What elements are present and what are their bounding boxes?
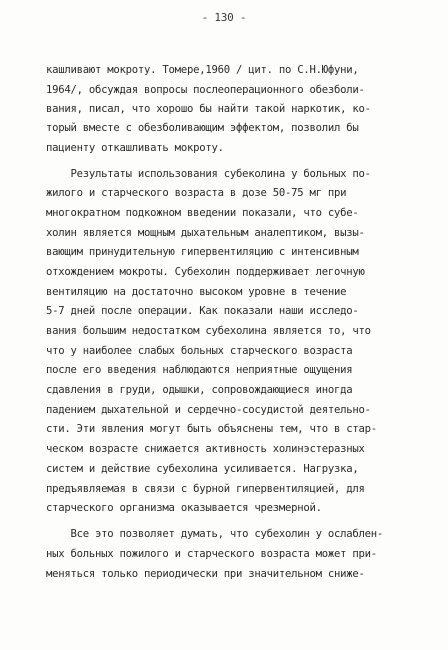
text-line: падением дыхательной и сердечно-сосудистой деятельно- <box>46 404 371 416</box>
text-line: отхождением мокроты. Субехолин поддерживает легочную <box>46 266 365 278</box>
text-line: Результаты использования субеколина у больных по- <box>46 168 371 180</box>
text-line: ческом возрасте снижается активность холинэстеразных <box>46 443 365 455</box>
text-line: после его введения наблюдаются неприятные ощущения <box>46 364 353 376</box>
text-line: сти. Эти явления могут быть объяснены тем, что в стар- <box>46 423 377 435</box>
text-line: систем и действие субехолина усиливается. Нагрузка, <box>46 463 359 475</box>
text-line: многократном подкожном введении показали, что субе- <box>46 207 359 219</box>
text-line: вающим принудительную гипервентиляцию с интенсивным <box>46 246 359 258</box>
text-line: вентиляцию на достаточно высоком уровне в течение <box>46 286 347 298</box>
text-line: вания большим недостатком субехолина является то, что <box>46 325 371 337</box>
text-line: жилого и старческого возраста в дозе 50-75 мг при <box>46 187 347 199</box>
text-line: кашливают мокроту. Томере,1960 / цит. по С.Н.Юфуни, <box>46 64 359 76</box>
text-line: 5-7 дней после операции. Как показали наши исследо- <box>46 305 359 317</box>
text-line: ных больных пожилого и старческого возраста может при- <box>46 548 377 560</box>
text-line: Все это позволяет думать, что субехолин у ослаблен- <box>46 528 384 540</box>
text-line: что у наиболее слабых больных старческого возраста <box>46 345 353 357</box>
text-line: 1964/, обсуждая вопросы послеоперационного обезболи- <box>46 84 365 96</box>
text-line: торый вместе с обезболивающим эффектом, позволил бы <box>46 122 359 134</box>
text-line: вания, писал, что хорошо бы найти такой наркотик, ко- <box>46 103 371 115</box>
text-line: старческого организма оказывается чрезмерной. <box>46 502 322 514</box>
text-line: холин является мощным дыхательным аналептиком, вызы- <box>46 227 365 239</box>
text-line: предъявляемая в связи с бурной гипервентиляцией, для <box>46 483 365 495</box>
text-line: пациенту откашливать мокроту. <box>46 142 224 154</box>
page-number: - 130 - <box>201 11 247 24</box>
text-line: меняться только периодически при значительном сниже- <box>46 568 365 580</box>
text-line: сдавления в груди, одышки, сопровождающиеся иногда <box>46 384 353 396</box>
